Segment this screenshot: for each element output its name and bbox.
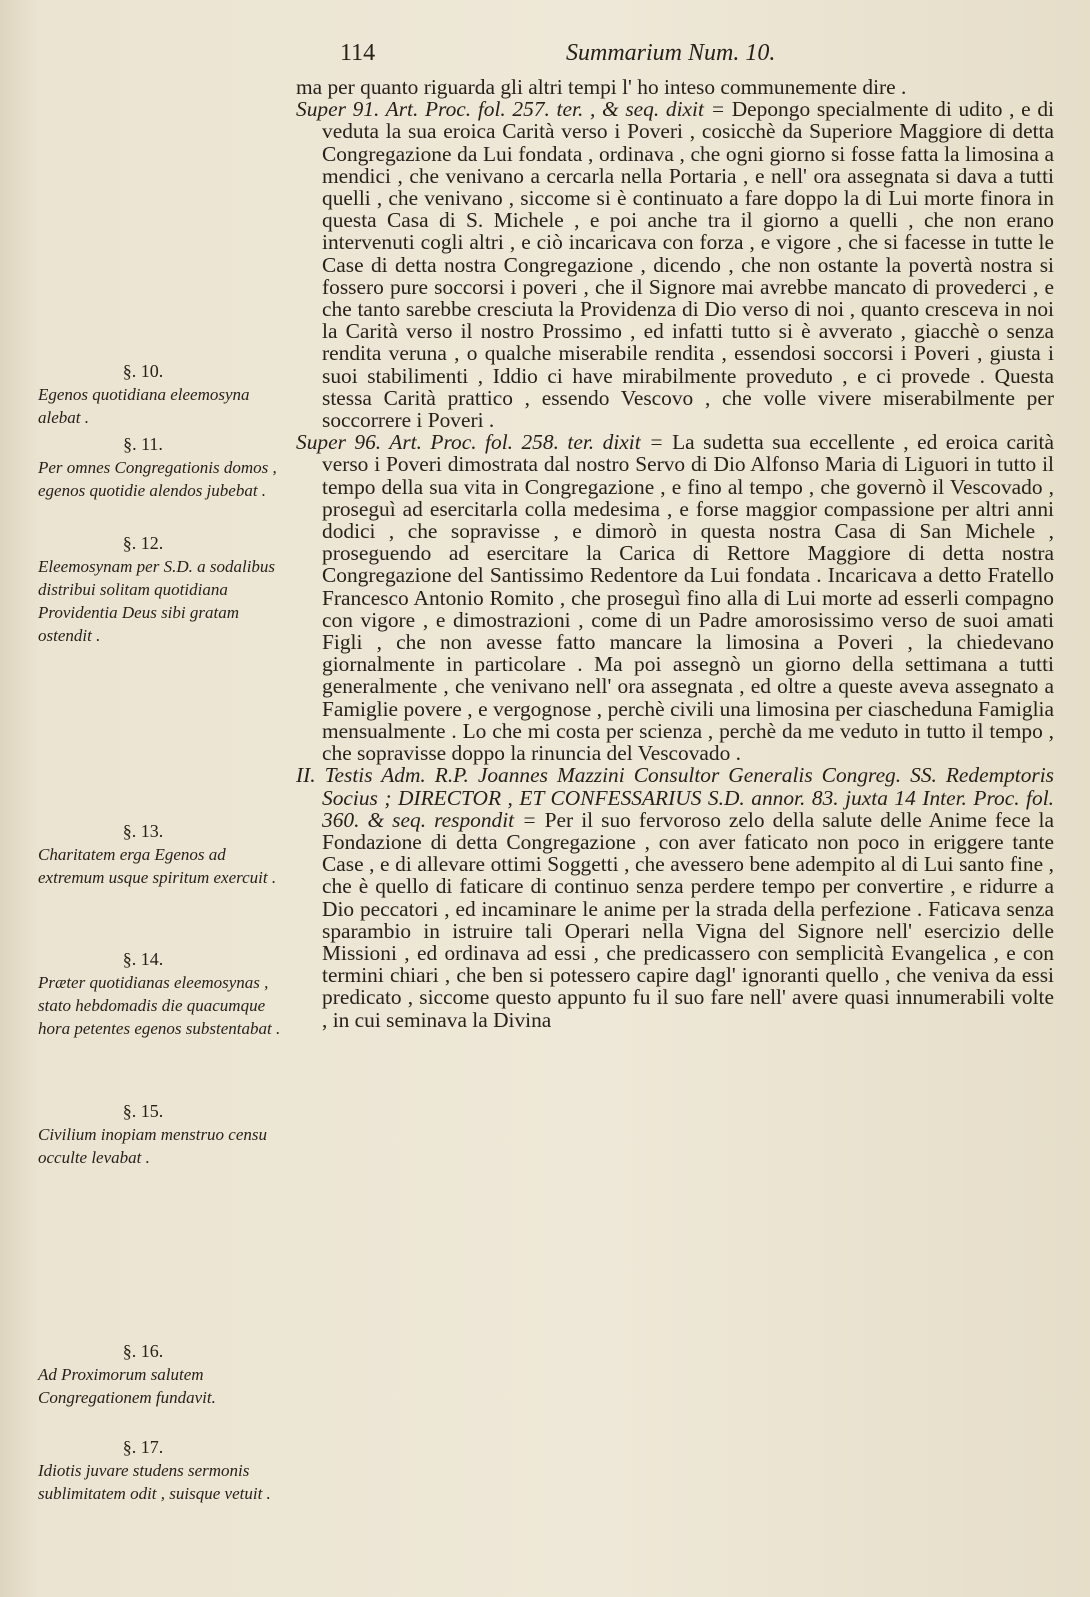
paragraph — [296, 431, 1054, 764]
sidenote-number: §. 13. — [122, 821, 164, 841]
paragraph-lead: Super 91. Art. Proc. fol. 257. ter. , & seq. dixit = — [296, 97, 726, 122]
sidenote — [38, 360, 288, 429]
running-header — [330, 40, 850, 74]
paragraph-lead: Super 96. Art. Proc. fol. 258. ter. dixit = — [296, 430, 664, 455]
paragraph-text: Depongo specialmente di udito , e di veduta la sua eroica Carità verso i Poveri , cosicchè da Superiore Maggiore di detta Congregazione da Lui fondata , ordinava , che ogni giorno si fosse fatta la limosina a mendici , che venivano a cercarla nella Portaria , e nell' ora assegnata si dava a tutti quelli , che venivano , siccome si è continuato a fare doppo la di Lui morte finora in questa Casa di S. Michele , e poi anche tra il giorno a quelli , che non erano intervenuti cogli altri , e ciò incaricava con forza , e vigore , che si facesse in tutte le Case di detta nostra Congregazione , dicendo , che non ostante la povertà nostra si fossero pure soccorsi i poveri , che il Signore mai avrebbe mancato di provederci , e che tanto sarebbe cresciuta la Providenza di Dio verso di noi , quanto cresceva in noi la Carità verso il nostro Prossimo , ed infatti tutto si è avverato , giacchè o senza rendita veruna , o qualche miserabile rendita , essendosi soccorsi i Poveri , giusta i suoi stabilimenti , Iddio ci have mirabilmente proveduto , e ci provede . Questa stessa Carità prattico , essendo Vescovo , che volle vivere miserabilmente per soccorrere i Poveri . — [322, 97, 1054, 433]
paragraph-text: ma per quanto riguarda gli altri tempi l' ho inteso communemente dire . — [296, 75, 907, 99]
sidenote-number: §. 16. — [122, 1341, 164, 1361]
sidenote-text: Per omnes Congregationis domos , egenos quotidie alendos jubebat . — [38, 458, 277, 500]
sidenote-text: Egenos quotidiana eleemosyna alebat . — [38, 385, 250, 427]
sidenote-text: Idiotis juvare studens sermonis sublimitatem odit , suisque vetuit . — [38, 1461, 271, 1503]
sidenote-text: Præter quotidianas eleemosynas , stato hebdomadis die quacumque hora petentes egenos substentabat . — [38, 973, 281, 1038]
sidenote-number: §. 14. — [122, 949, 164, 969]
sidenote — [38, 1340, 288, 1409]
sidenote-number: §. 12. — [122, 533, 164, 553]
sidenote — [38, 948, 288, 1040]
paragraph — [296, 76, 1054, 98]
sidenote-text: Charitatem erga Egenos ad extremum usque spiritum exercuit . — [38, 845, 277, 887]
sidenote-text: Eleemosynam per S.D. a sodalibus distribui solitam quotidiana Providentia Deus sibi gratam ostendit . — [38, 557, 276, 645]
sidenote-number: §. 17. — [122, 1437, 164, 1457]
page-number: 114 — [340, 40, 376, 66]
paragraph — [296, 98, 1054, 431]
paragraph-lead: II. Testis Adm. R.P. Joannes Mazzini Consultor Generalis Congreg. SS. Redemptoris Socius ; DIRECTOR , ET CONFESSARIUS S.D. annor. 83. juxta 14 Inter. Proc. fol. 360. & seq. respondit = — [296, 763, 1054, 832]
sidenote — [38, 820, 288, 889]
running-title: Summarium Num. 10. — [566, 40, 776, 66]
sidenote — [38, 1100, 288, 1169]
sidenote — [38, 433, 288, 502]
sidenote-number: §. 11. — [123, 434, 163, 454]
sidenote — [38, 532, 288, 647]
sidenote-number: §. 10. — [122, 361, 164, 381]
paragraph-text: La sudetta sua eccellente , ed eroica carità verso i Poveri dimostrata dal nostro Servo di Dio Alfonso Maria di Liguori in tutto il tempo della sua vita in Congregazione , e fino al tempo , che governò il Vescovado , proseguì ad esercitarla colla medesima , e forse maggior compassione per altri anni dodici , che sopravisse , e dimorò in questa nostra Casa di San Michele , proseguendo ad esercitare la Carica di Rettore Maggiore di detta nostra Congregazione del Santissimo Redentore da Lui fondata . Incaricava a detto Fratello Francesco Antonio Romito , che proseguì fino alla di Lui morte ad esserli compagno con vigore , e dimostrazioni , come di un Padre amorosissimo verso de suoi amati Figli , che non avesse fatto mancare la limosina a Poveri , la chiedevano giornalmente in particolare . Ma poi assegnò un giorno della settimana a tutti generalmente , che venivano nell' ora assegnata , ed oltre a queste aveva assegnato a Famiglie povere , e vergognose , perchè civili una limosina per ciascheduna Famiglia mensualmente . Lo che mi costa per scienza , perchè da me veduto in tutto il tempo , che sopravisse doppo la rinuncia del Vescovado . — [322, 430, 1054, 766]
sidenote-number: §. 15. — [122, 1101, 164, 1121]
sidenote-text: Civilium inopiam menstruo censu occulte levabat . — [38, 1125, 268, 1167]
sidenote — [38, 1436, 288, 1505]
main-text — [296, 76, 1054, 1031]
sidenote-text: Ad Proximorum salutem Congregationem fundavit. — [38, 1365, 216, 1407]
paragraph — [296, 764, 1054, 1030]
paragraph-text: Per il suo fervoroso zelo della salute delle Anime fece la Fondazione di detta Congregazione , con aver faticato non poco in eriggere tante Case , e di allevare ottimi Soggetti , che avessero bene adempito al di Lui santo fine , che è quello di faticare di continuo senza perdere tempo per convertire , e ridurre a Dio peccatori , ed incaminare le anime per la strada della perfezione . Faticava senza sparambio in istruire tali Operari nella Vigna del Signore nell' esercizio delle Missioni , ed ordinava ad essi , che predicassero con semplicità Evangelica , e con termini chiari , che ben si potessero capire dagl' ignoranti quello , che veniva da essi predicato , siccome questo appunto fu il suo fare nell' avere quasi innumerabili volte , in cui seminava la Divina — [322, 807, 1054, 1032]
